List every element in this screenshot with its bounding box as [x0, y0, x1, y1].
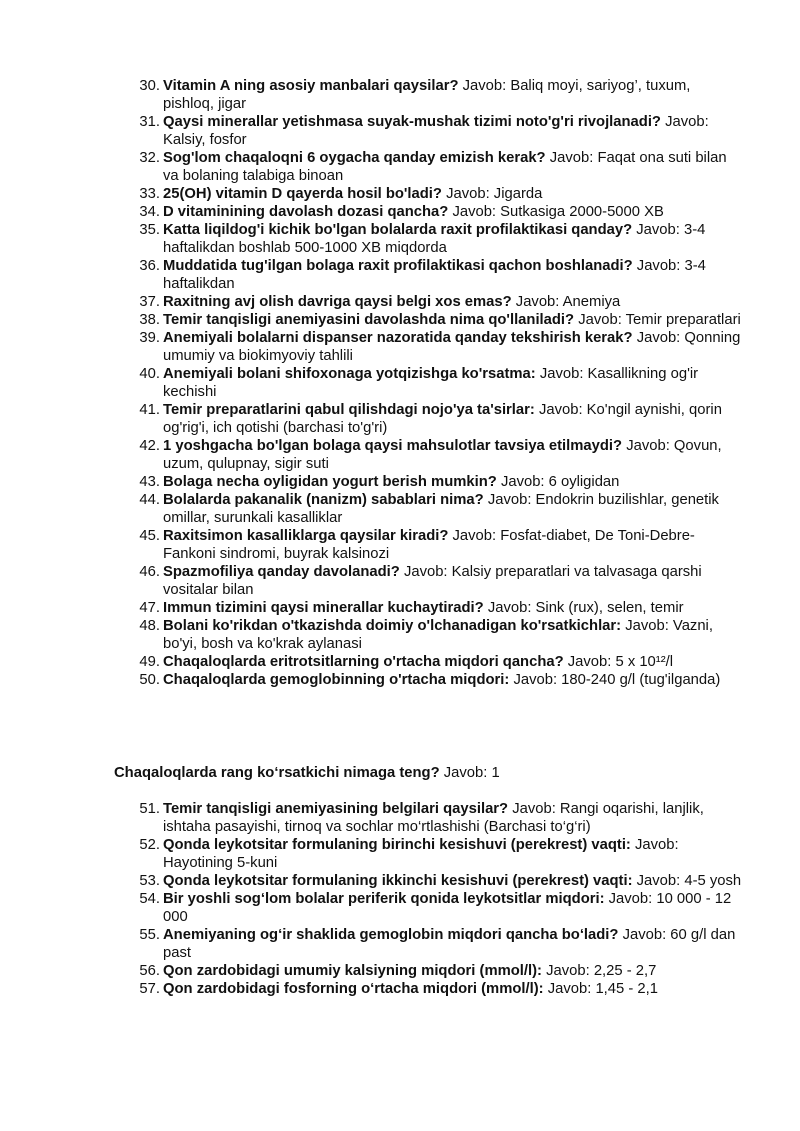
answer-text: Javob: Kalsiy preparatlari va talvasaga qarshi vositalar bilan [163, 564, 702, 598]
question-text: D vitaminining davolash dozasi qancha? [163, 204, 449, 220]
question-text: Anemiyali bolalarni dispanser nazoratida qanday tekshirish kerak? [163, 330, 633, 346]
item-number: 39. [139, 330, 160, 346]
answer-text: Javob: Jigarda [446, 186, 543, 202]
item-number: 30. [139, 78, 160, 94]
item-number: 42. [139, 438, 160, 454]
list-item [0, 980, 800, 998]
question-text: Chaqaloqlarda gemoglobinning o'rtacha miqdori: [163, 672, 510, 688]
question-text: Chaqaloqlarda rang ko‘rsatkichi nimaga teng? [114, 765, 440, 781]
answer-text: Javob: Qovun, uzum, qulupnay, sigir suti [163, 438, 722, 472]
item-number: 38. [139, 312, 160, 328]
question-text: Chaqaloqlarda eritrotsitlarning o'rtacha miqdori qancha? [163, 654, 564, 670]
list-item [0, 473, 800, 491]
question-text: Qaysi minerallar yetishmasa suyak-mushak tizimi noto'g'ri rivojlanadi? [163, 114, 661, 130]
item-number: 55. [139, 927, 160, 943]
item-number: 35. [139, 222, 160, 238]
item-number: 54. [139, 891, 160, 907]
item-number: 52. [139, 837, 160, 853]
answer-text: Javob: Anemiya [515, 294, 621, 310]
list-item [0, 77, 800, 113]
question-text: Qonda leykotsitar formulaning ikkinchi kesishuvi (perekrest) vaqti: [163, 873, 633, 889]
answer-text: Javob: Sutkasiga 2000-5000 XB [452, 204, 664, 220]
list-item [0, 437, 800, 473]
question-text: Bolaga necha oyligidan yogurt berish mumkin? [163, 474, 497, 490]
answer-text: Javob: Hayotining 5-kuni [163, 837, 679, 871]
list-item [0, 890, 800, 926]
answer-text: Javob: Endokrin buzilishlar, genetik omillar, surunkali kasalliklar [163, 492, 719, 526]
question-text: Immun tizimini qaysi minerallar kuchaytiradi? [163, 600, 484, 616]
item-number: 53. [139, 873, 160, 889]
question-text: Muddatida tug'ilgan bolaga raxit profilaktikasi qachon boshlanadi? [163, 258, 633, 274]
question-text: Raxitsimon kasalliklarga qaysilar kiradi? [163, 528, 449, 544]
question-list-1 [0, 77, 800, 689]
answer-text: Javob: 10 000 - 12 000 [163, 891, 732, 925]
answer-text: Javob: Vazni, bo'yi, bosh va ko'krak aylanasi [163, 618, 713, 652]
list-item [0, 563, 800, 599]
list-item [0, 836, 800, 872]
item-number: 36. [139, 258, 160, 274]
item-number: 43. [139, 474, 160, 490]
list-item [0, 185, 800, 203]
item-number: 33. [139, 186, 160, 202]
question-text: Qon zardobidagi fosforning o‘rtacha miqdori (mmol/l): [163, 981, 544, 997]
answer-text: Javob: 2,25 - 2,7 [546, 963, 657, 979]
answer-text: Javob: 5 x 10¹²/l [567, 654, 674, 670]
answer-text: Javob: 6 oyligidan [500, 474, 620, 490]
item-number: 31. [139, 114, 160, 130]
list-item [0, 617, 800, 653]
question-text: Sog'lom chaqaloqni 6 oygacha qanday emizish kerak? [163, 150, 546, 166]
list-item [0, 293, 800, 311]
list-item [0, 800, 800, 836]
item-number: 49. [139, 654, 160, 670]
answer-text: Javob: Rangi oqarishi, lanjlik, ishtaha pasayishi, tirnoq va sochlar mo‘rtlashishi (Barchasi to‘g‘ri) [163, 801, 704, 835]
item-number: 40. [139, 366, 160, 382]
list-item [0, 329, 800, 365]
answer-text: Javob: Kasallikning og'ir kechishi [163, 366, 699, 400]
answer-text: Javob: 60 g/l dan past [163, 927, 736, 961]
item-number: 32. [139, 150, 160, 166]
question-text: 1 yoshgacha bo'lgan bolaga qaysi mahsulotlar tavsiya etilmaydi? [163, 438, 623, 454]
answer-text: Javob: 3-4 haftalikdan [163, 258, 706, 292]
answer-text: Javob: Fosfat-diabet, De Toni-Debre-Fankoni sindromi, buyrak kalsinozi [163, 528, 695, 562]
list-item [0, 926, 800, 962]
answer-text: Javob: Temir preparatlari [578, 312, 741, 328]
question-text: Anemiyali bolani shifoxonaga yotqizishga ko'rsatma: [163, 366, 536, 382]
list-item [0, 401, 800, 437]
question-text: Vitamin A ning asosiy manbalari qaysilar? [163, 78, 459, 94]
list-item [0, 149, 800, 185]
question-text: 25(OH) vitamin D qayerda hosil bo'ladi? [163, 186, 442, 202]
item-number: 41. [139, 402, 160, 418]
standalone-question [114, 764, 500, 782]
item-number: 45. [139, 528, 160, 544]
list-item [0, 527, 800, 563]
list-item [0, 653, 800, 671]
question-text: Temir tanqisligi anemiyasining belgilari qaysilar? [163, 801, 509, 817]
question-list-2 [0, 800, 800, 998]
answer-text: Javob: Faqat ona suti bilan va bolaning talabiga binoan [163, 150, 727, 184]
item-number: 48. [139, 618, 160, 634]
answer-text: Javob: Qonning umumiy va biokimyoviy tahlili [163, 330, 741, 364]
list-item [0, 962, 800, 980]
question-text: Temir preparatlarini qabul qilishdagi nojo'ya ta'sirlar: [163, 402, 535, 418]
question-text: Katta liqildog'i kichik bo'lgan bolalarda raxit profilaktikasi qanday? [163, 222, 633, 238]
answer-text: Javob: Sink (rux), selen, temir [487, 600, 684, 616]
question-text: Spazmofiliya qanday davolanadi? [163, 564, 400, 580]
list-item [0, 599, 800, 617]
answer-text: Javob: 4-5 yosh [636, 873, 742, 889]
list-item [0, 113, 800, 149]
item-number: 50. [139, 672, 160, 688]
list-item [0, 221, 800, 257]
list-item [0, 311, 800, 329]
list-item [0, 203, 800, 221]
list-item [0, 365, 800, 401]
item-number: 57. [139, 981, 160, 997]
item-number: 47. [139, 600, 160, 616]
question-text: Temir tanqisligi anemiyasini davolashda nima qo'llaniladi? [163, 312, 575, 328]
item-number: 56. [139, 963, 160, 979]
item-number: 34. [139, 204, 160, 220]
list-item [0, 257, 800, 293]
question-text: Bolalarda pakanalik (nanizm) sabablari nima? [163, 492, 484, 508]
item-number: 44. [139, 492, 160, 508]
item-number: 51. [139, 801, 160, 817]
item-number: 37. [139, 294, 160, 310]
list-item [0, 491, 800, 527]
item-number: 46. [139, 564, 160, 580]
answer-text: Javob: Kalsiy, fosfor [163, 114, 709, 148]
question-text: Qonda leykotsitar formulaning birinchi kesishuvi (perekrest) vaqti: [163, 837, 631, 853]
list-item [0, 872, 800, 890]
question-text: Raxitning avj olish davriga qaysi belgi xos emas? [163, 294, 512, 310]
answer-text: Javob: 180-240 g/l (tug'ilganda) [513, 672, 721, 688]
list-item [0, 671, 800, 689]
question-text: Anemiyaning og‘ir shaklida gemoglobin miqdori qancha bo‘ladi? [163, 927, 619, 943]
answer-text: Javob: Ko'ngil aynishi, qorin og'rig'i, ich qotishi (barchasi to'g'ri) [163, 402, 722, 436]
answer-text: Javob: 1 [443, 765, 500, 781]
question-text: Qon zardobidagi umumiy kalsiyning miqdori (mmol/l): [163, 963, 542, 979]
answer-text: Javob: Baliq moyi, sariyog’, tuxum, pishloq, jigar [163, 78, 691, 112]
answer-text: Javob: 3-4 haftalikdan boshlab 500-1000 XB miqdorda [163, 222, 706, 256]
question-text: Bir yoshli sog‘lom bolalar periferik qonida leykotsitlar miqdori: [163, 891, 605, 907]
question-text: Bolani ko'rikdan o'tkazishda doimiy o'lchanadigan ko'rsatkichlar: [163, 618, 622, 634]
answer-text: Javob: 1,45 - 2,1 [547, 981, 658, 997]
